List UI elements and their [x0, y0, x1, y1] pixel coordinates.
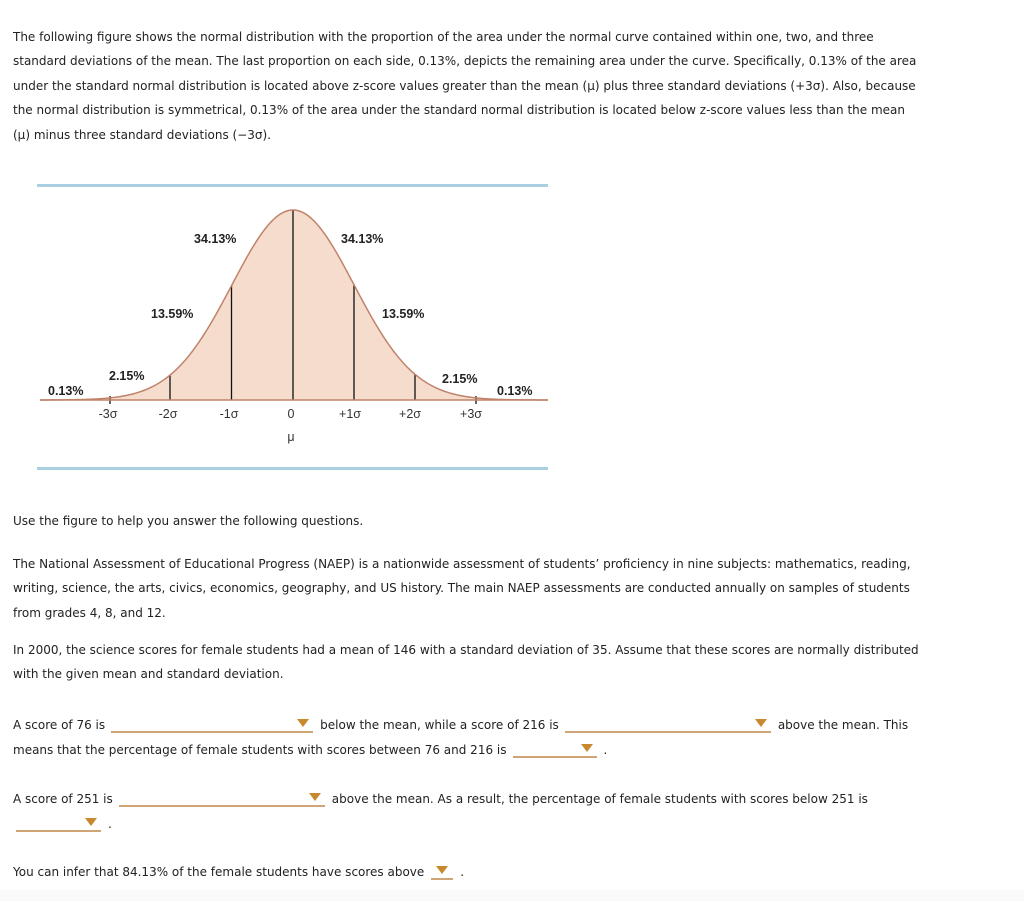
question-2-line-2 — [10, 814, 112, 832]
q3-period: . — [460, 865, 465, 879]
science-line: In 2000, the science scores for female students had a mean of 146 with a standard deviation of 35. Assume that these scores are normally distributed — [13, 643, 919, 657]
tick-label: -1σ — [219, 407, 239, 421]
q3-text: You can infer that 84.13% of the female students have scores above — [13, 865, 425, 879]
instruction: Use the figure to help you answer the following questions. — [13, 514, 364, 528]
region-label: 34.13% — [341, 232, 384, 246]
tick-label: -3σ — [98, 407, 118, 421]
question-2-line-1 — [13, 789, 868, 807]
q1-text: A score of 76 is — [13, 718, 106, 732]
naep-line: The National Assessment of Educational Progress (NAEP) is a nationwide assessment of students’ proficiency in nine subjects: mathematics, reading, — [13, 557, 911, 571]
q2-period: . — [108, 817, 112, 831]
chevron-down-icon — [436, 866, 448, 874]
chevron-down-icon — [297, 719, 309, 727]
mu-label: μ — [287, 430, 295, 444]
tick-label: 0 — [287, 407, 295, 421]
percentage-below-dropdown[interactable] — [16, 814, 101, 832]
region-label: 13.59% — [151, 307, 194, 321]
question-1-line-1 — [13, 715, 908, 733]
score-76-dropdown[interactable] — [111, 715, 313, 733]
naep-line: from grades 4, 8, and 12. — [13, 606, 166, 620]
region-label: 2.15% — [442, 372, 478, 386]
score-251-dropdown[interactable] — [119, 789, 325, 807]
region-label: 34.13% — [194, 232, 237, 246]
intro-line: The following figure shows the normal distribution with the proportion of the area under the normal curve contained within one, two, and three — [13, 30, 874, 44]
region-label: 2.15% — [109, 369, 145, 383]
intro-line: (μ) minus three standard deviations (−3σ). — [13, 128, 272, 142]
q2-text: above the mean. As a result, the percentage of female students with scores below 251 is — [331, 792, 868, 806]
tick-label: -2σ — [158, 407, 178, 421]
region-label: 0.13% — [48, 384, 84, 398]
intro-line: standard deviations of the mean. The last proportion on each side, 0.13%, depicts the remaining area under the curve. Specifically, 0.13% of the area — [13, 54, 917, 68]
score-216-dropdown[interactable] — [565, 715, 771, 733]
science-line: with the given mean and standard deviation. — [13, 667, 284, 681]
top-rule — [37, 184, 548, 187]
naep-line: writing, science, the arts, civics, economics, geography, and US history. The main NAEP assessments are conducted annually on samples of students — [13, 581, 910, 595]
chevron-down-icon — [755, 719, 767, 727]
question-1-line-2 — [13, 740, 607, 758]
percentage-between-dropdown[interactable] — [513, 740, 597, 758]
region-label: 0.13% — [497, 384, 533, 398]
intro-line: under the standard normal distribution is located above z-score values greater than the mean (μ) plus three standard deviations (+3σ). Also, because — [13, 79, 916, 93]
page-footer-strip — [0, 890, 1024, 901]
tick-label: +2σ — [399, 407, 421, 421]
chevron-down-icon — [85, 818, 97, 826]
chevron-down-icon — [581, 744, 593, 752]
tick-label: +3σ — [460, 407, 482, 421]
region-label: 13.59% — [382, 307, 425, 321]
q1-period: . — [603, 743, 608, 757]
q1-text: means that the percentage of female students with scores between 76 and 216 is — [13, 743, 507, 757]
question-3 — [13, 862, 464, 880]
chevron-down-icon — [309, 793, 321, 801]
bottom-rule — [37, 467, 548, 470]
intro-line: the normal distribution is symmetrical, 0.13% of the area under the standard normal distribution is located below z-score values less than the mean — [13, 103, 905, 117]
q1-text: below the mean, while a score of 216 is — [320, 718, 559, 732]
scores-above-dropdown[interactable] — [431, 862, 453, 880]
tick-label: +1σ — [339, 407, 361, 421]
q1-text: above the mean. This — [777, 718, 909, 732]
q2-text: A score of 251 is — [13, 792, 113, 806]
